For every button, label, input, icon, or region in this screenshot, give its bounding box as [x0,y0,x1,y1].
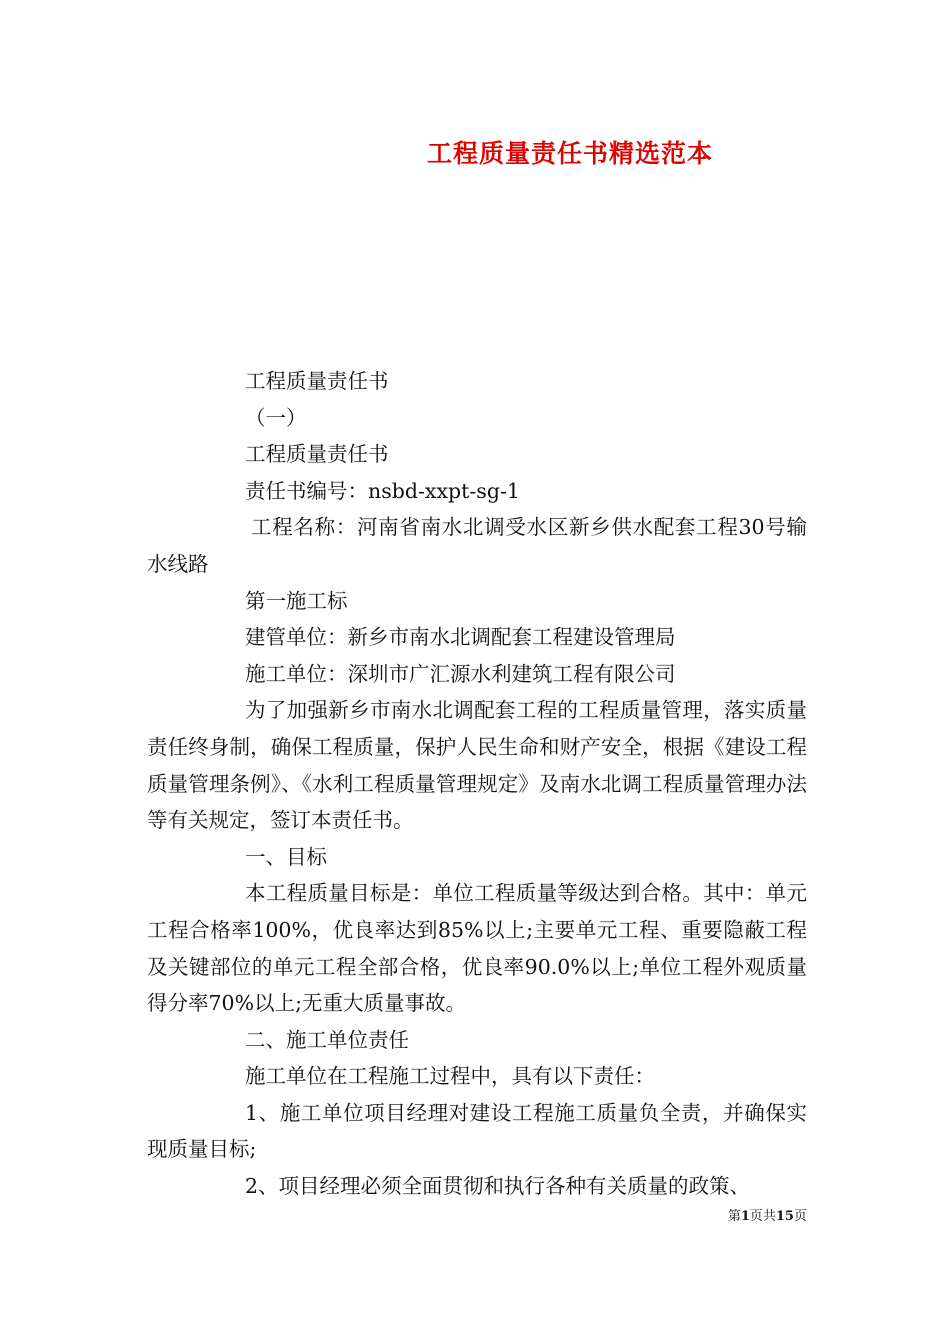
footer-prefix: 第 [727,1209,741,1224]
paragraph-project-name: 工程名称：河南省南水北调受水区新乡供水配套工程30号输水线路 [147,515,807,576]
paragraph-section-goal: 一、目标 [245,844,327,869]
paragraph-item-2: 2、项目经理必须全面贯彻和执行各种有关质量的政策、 [245,1174,751,1199]
paragraph-management-unit: 建管单位：新乡市南水北调配套工程建设管理局 [245,625,676,650]
page-footer [728,1205,807,1224]
paragraph-section-number: （一） [245,405,307,430]
footer-middle: 页共 [749,1209,776,1224]
paragraph-construction-unit: 施工单位：深圳市广汇源水利建筑工程有限公司 [245,661,676,686]
paragraph-responsibility-intro: 施工单位在工程施工过程中，具有以下责任： [245,1064,655,1089]
paragraph-purpose: 为了加强新乡市南水北调配套工程的工程质量管理，落实质量责任终身制，确保工程质量，保护人民生命和财产安全，根据《建设工程质量管理条例》、《水利工程质量管理规定》及南水北调工程质量管理办法等有关规定，签订本责任书。 [147,698,807,833]
paragraph-bid-section: 第一施工标 [245,588,348,613]
footer-current-page: 1 [740,1209,750,1224]
footer-suffix: 页 [793,1209,807,1224]
paragraph-document-number: 责任书编号：nsbd-xxpt-sg-1 [245,478,520,503]
paragraph-goal-detail: 本工程质量目标是：单位工程质量等级达到合格。其中：单元工程合格率100%，优良率达到85%以上;主要单元工程、重要隐蔽工程及关键部位的单元工程全部合格，优良率90.0%以上;单位工程外观质量得分率70%以上;无重大质量事故。 [147,881,807,1016]
footer-total-pages: 15 [775,1209,794,1224]
document-title: 工程质量责任书精选范本 [426,139,713,168]
paragraph-section-responsibility: 二、施工单位责任 [245,1027,409,1052]
document-body [147,363,807,1205]
paragraph-heading-repeat: 工程质量责任书 [245,442,389,467]
paragraph-heading: 工程质量责任书 [245,369,389,393]
paragraph-item-1: 1、施工单位项目经理对建设工程施工质量负全责，并确保实现质量目标; [147,1100,807,1162]
